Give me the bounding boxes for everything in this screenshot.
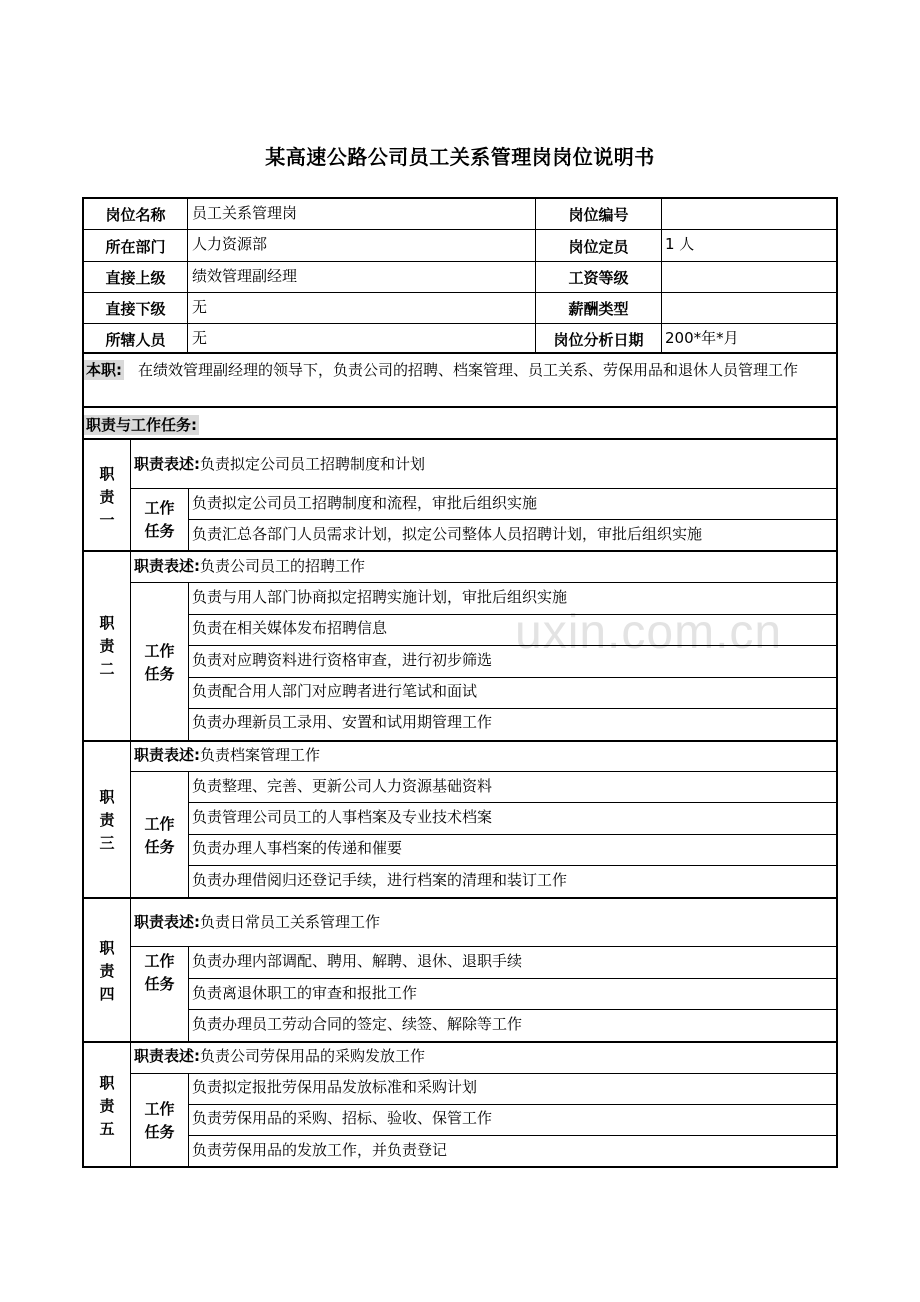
grid-line — [189, 802, 837, 803]
grid-line — [83, 292, 837, 293]
duty-1-task-label: 工作 任务 — [144, 499, 175, 540]
wage-grade-label: 工资等级 — [568, 269, 629, 287]
grid-line — [83, 438, 837, 440]
duty-2-statement: 职责表述:负责公司员工的招聘工作 — [134, 557, 366, 575]
position-no-label: 岗位编号 — [568, 206, 629, 224]
grid-line — [189, 519, 837, 520]
grid-line — [188, 947, 189, 1041]
subordinate-label: 直接下级 — [105, 300, 166, 318]
duty-2-task-2: 负责在相关媒体发布招聘信息 — [192, 619, 388, 637]
grid-line — [661, 198, 662, 352]
watermark: uxin.com.cn — [515, 606, 783, 659]
duty-4-name: 职 责 四 — [99, 939, 115, 1003]
duty-4-task-3: 负责办理员工劳动合同的签定、续签、解除等工作 — [192, 1015, 523, 1033]
grid-line — [131, 1073, 837, 1074]
duty-2-task-4: 负责配合用人部门对应聘者进行笔试和面试 — [192, 682, 478, 700]
grid-line — [188, 1074, 189, 1167]
duty-3-task-label: 工作 任务 — [144, 815, 175, 856]
grid-line — [83, 740, 837, 742]
grid-line — [131, 946, 837, 947]
duty-2-task-3: 负责对应聘资料进行资格审查，进行初步筛选 — [192, 651, 493, 669]
managed-value: 无 — [192, 329, 208, 347]
grid-line — [189, 834, 837, 835]
grid-line — [189, 677, 837, 678]
headcount-label: 岗位定员 — [568, 238, 629, 256]
grid-line — [189, 1009, 837, 1010]
subordinate-value: 无 — [192, 298, 208, 316]
duty-3-name: 职 责 三 — [99, 788, 115, 852]
department-value: 人力资源部 — [192, 235, 268, 253]
duty-2-task-5: 负责办理新员工录用、安置和试用期管理工作 — [192, 713, 493, 731]
duty-2-task-1: 负责与用人部门协商拟定招聘实施计划，审批后组织实施 — [192, 588, 568, 606]
duty-3-task-1: 负责整理、完善、更新公司人力资源基础资料 — [192, 777, 493, 795]
duty-5-name: 职 责 五 — [99, 1074, 115, 1138]
grid-line — [83, 352, 837, 354]
grid-line — [131, 771, 837, 772]
duty-5-statement: 职责表述:负责公司劳保用品的采购发放工作 — [134, 1047, 426, 1065]
analysis-date-label: 岗位分析日期 — [553, 331, 644, 349]
grid-line — [83, 550, 837, 552]
grid-line — [189, 614, 837, 615]
duty-3-task-4: 负责办理借阅归还登记手续，进行档案的清理和装订工作 — [192, 871, 568, 889]
grid-line — [83, 406, 837, 408]
grid-line — [188, 583, 189, 740]
duty-1-statement: 职责表述:负责拟定公司员工招聘制度和计划 — [134, 455, 426, 473]
grid-line — [189, 645, 837, 646]
duty-5-task-label: 工作 任务 — [144, 1100, 175, 1141]
headcount-value: 1 人 — [665, 235, 695, 253]
grid-line — [189, 978, 837, 979]
page-title: 某高速公路公司员工关系管理岗岗位说明书 — [265, 145, 655, 169]
grid-line — [131, 582, 837, 583]
managed-label: 所辖人员 — [105, 331, 166, 349]
position-name-value: 员工关系管理岗 — [192, 204, 298, 222]
duty-5-task-3: 负责劳保用品的发放工作，并负责登记 — [192, 1141, 448, 1159]
grid-line — [83, 897, 837, 899]
department-label: 所在部门 — [105, 238, 166, 256]
duty-1-task-1: 负责拟定公司员工招聘制度和流程，审批后组织实施 — [192, 494, 538, 512]
position-name-label: 岗位名称 — [105, 206, 166, 224]
grid-line — [189, 1135, 837, 1136]
grid-line — [189, 1104, 837, 1105]
grid-line — [83, 323, 837, 324]
grid-line — [189, 865, 837, 866]
duty-1-name: 职 责 一 — [99, 465, 115, 529]
grid-line — [130, 439, 131, 1167]
grid-line — [189, 708, 837, 709]
grid-line — [83, 261, 837, 262]
duty-3-task-2: 负责管理公司员工的人事档案及专业技术档案 — [192, 808, 493, 826]
grid-line — [83, 1041, 837, 1043]
duty-5-task-1: 负责拟定报批劳保用品发放标准和采购计划 — [192, 1078, 478, 1096]
duties-header: 职责与工作任务: — [86, 416, 197, 434]
grid-line — [187, 198, 188, 352]
analysis-date-value: 200*年*月 — [665, 329, 739, 347]
duty-2-name: 职 责 二 — [99, 614, 115, 678]
superior-label: 直接上级 — [105, 269, 166, 287]
summary-text: 在绩效管理副经理的领导下，负责公司的招聘、档案管理、员工关系、劳保用品和退休人员管理工作 — [138, 361, 799, 379]
superior-value: 绩效管理副经理 — [192, 267, 298, 285]
duty-3-task-3: 负责办理人事档案的传递和催要 — [192, 839, 403, 857]
duty-1-task-2: 负责汇总各部门人员需求计划，拟定公司整体人员招聘计划，审批后组织实施 — [192, 525, 703, 543]
duty-4-statement: 职责表述:负责日常员工关系管理工作 — [134, 913, 381, 931]
duty-2-task-label: 工作 任务 — [144, 642, 175, 683]
duty-5-task-2: 负责劳保用品的采购、招标、验收、保管工作 — [192, 1109, 493, 1127]
duty-3-statement: 职责表述:负责档案管理工作 — [134, 746, 321, 764]
summary-label: 本职: — [86, 361, 122, 379]
grid-line — [83, 229, 837, 230]
duty-4-task-label: 工作 任务 — [144, 952, 175, 993]
grid-line — [131, 488, 837, 489]
duty-4-task-2: 负责离退休职工的审查和报批工作 — [192, 984, 418, 1002]
duty-4-task-1: 负责办理内部调配、聘用、解聘、退休、退职手续 — [192, 952, 523, 970]
pay-type-label: 薪酬类型 — [568, 300, 629, 318]
